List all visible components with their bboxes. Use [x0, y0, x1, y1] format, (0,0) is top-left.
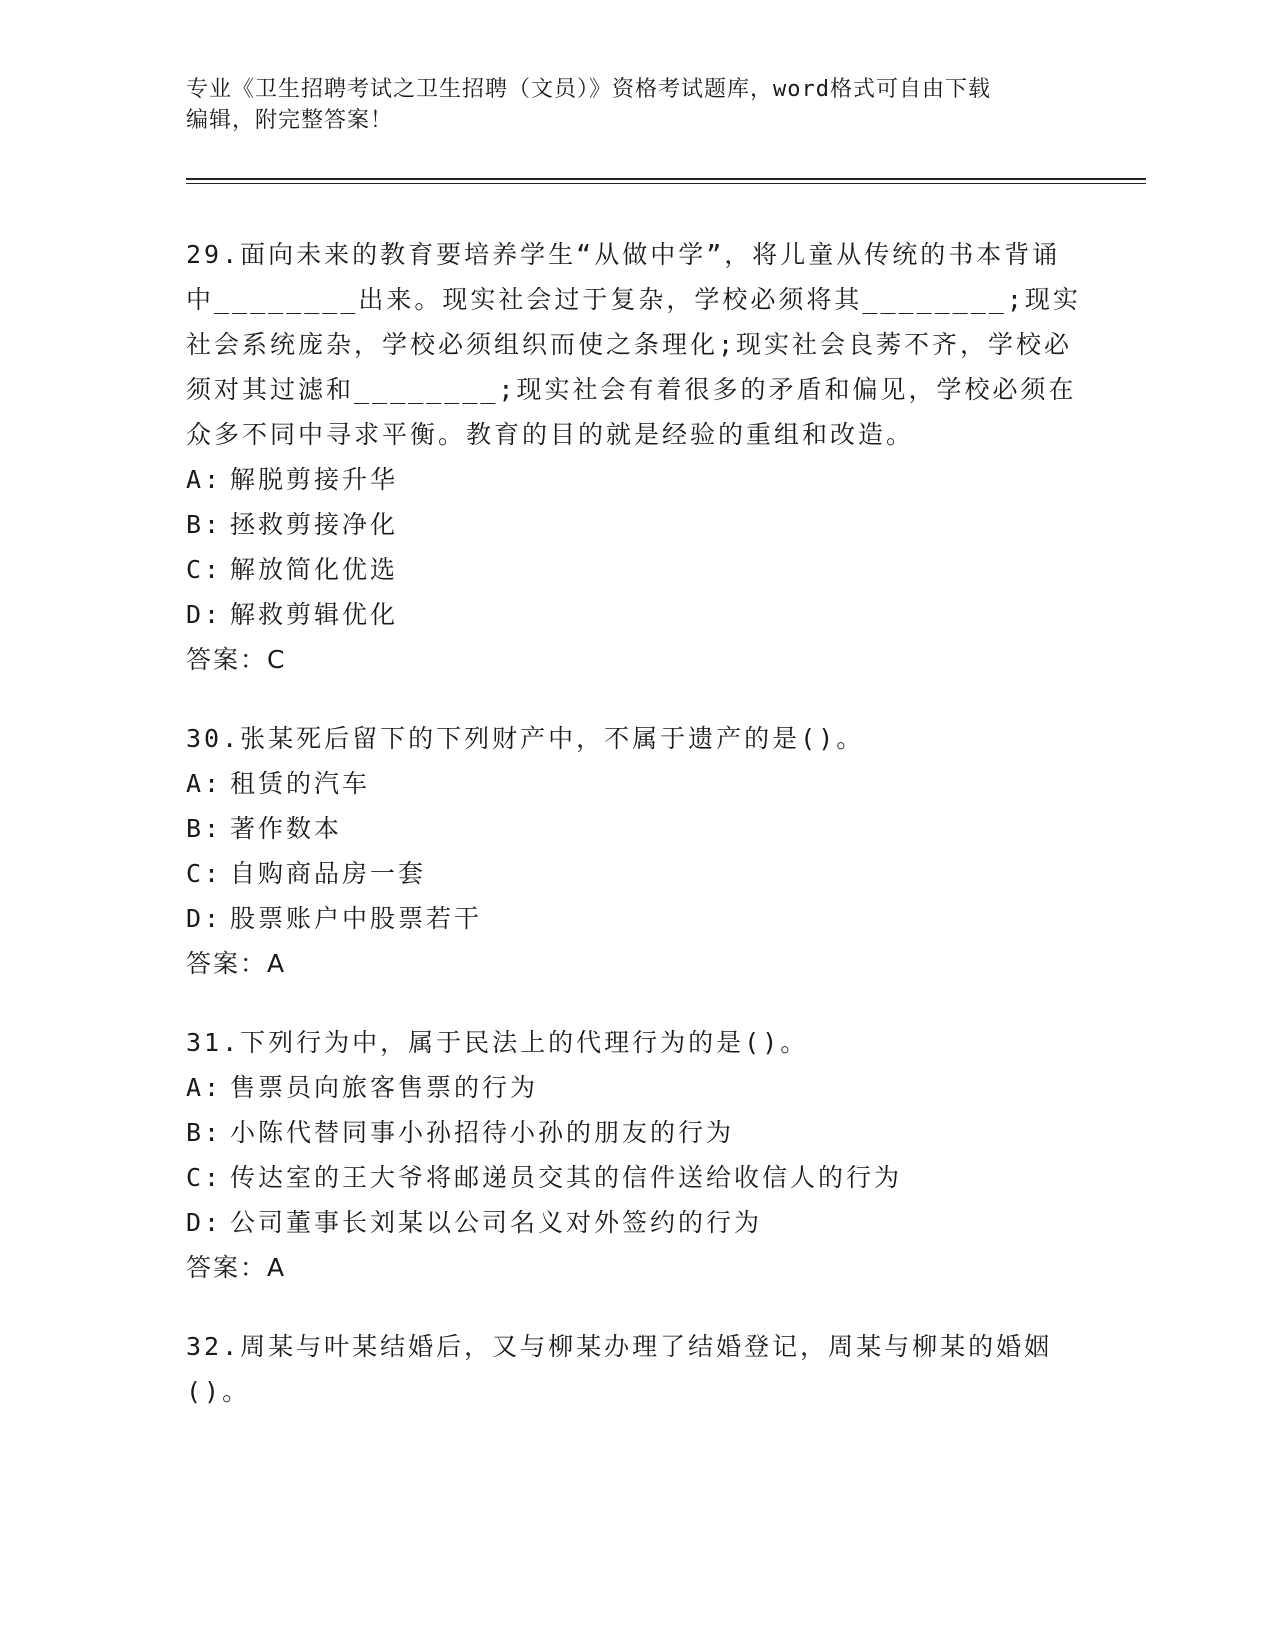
option-letter: C:: [186, 1163, 223, 1192]
question-31: [186, 1020, 1086, 1290]
option-c: [186, 1155, 1086, 1200]
header-line-2: 编辑，附完整答案！: [186, 108, 394, 133]
question-list: [186, 232, 1086, 1448]
option-letter: B:: [186, 814, 223, 843]
option-d: [186, 1200, 1086, 1245]
option-text: 拯救剪接净化: [230, 510, 399, 539]
question-stem: 32.周某与叶某结婚后，又与柳某办理了结婚登记，周某与柳某的婚姻()。: [186, 1332, 1053, 1406]
option-letter: C:: [186, 859, 223, 888]
option-text: 解放简化优选: [230, 555, 399, 584]
option-letter: D:: [186, 904, 223, 933]
option-d: [186, 896, 1086, 941]
option-text: 传达室的王大爷将邮递员交其的信件送给收信人的行为: [230, 1163, 903, 1192]
option-d: [186, 592, 1086, 637]
option-b: [186, 502, 1086, 547]
option-letter: A:: [186, 1073, 223, 1102]
option-letter: D:: [186, 1208, 223, 1237]
option-b: [186, 806, 1086, 851]
option-c: [186, 547, 1086, 592]
question-29: [186, 232, 1086, 682]
option-text: 售票员向旅客售票的行为: [230, 1073, 539, 1102]
document-header: [186, 74, 1066, 136]
option-a: [186, 1065, 1086, 1110]
option-letter: A:: [186, 769, 223, 798]
option-text: 小陈代替同事小孙招待小孙的朋友的行为: [230, 1118, 735, 1147]
option-text: 公司董事长刘某以公司名义对外签约的行为: [230, 1208, 763, 1237]
option-text: 租赁的汽车: [230, 769, 371, 798]
option-text: 股票账户中股票若干: [230, 904, 483, 933]
option-b: [186, 1110, 1086, 1155]
question-32: [186, 1324, 1086, 1414]
question-stem: 30.张某死后留下的下列财产中，不属于遗产的是()。: [186, 724, 865, 753]
answer-line: 答案：C: [186, 645, 287, 674]
answer-line: 答案：A: [186, 949, 287, 978]
question-30: [186, 716, 1086, 986]
option-letter: A:: [186, 465, 223, 494]
header-divider-thick: [186, 178, 1146, 180]
option-text: 解救剪辑优化: [230, 600, 399, 629]
option-letter: C:: [186, 555, 223, 584]
option-letter: B:: [186, 1118, 223, 1147]
option-letter: B:: [186, 510, 223, 539]
question-stem: 29.面向未来的教育要培养学生“从做中学”，将儿童从传统的书本背诵中________出来。现实社会过于复杂，学校必须将其________;现实社会系统庞杂，学校必须组织而使之条理化;现实社会良莠不齐，学校必须对其过滤和________;现实社会有着很多的矛盾和偏见，学校必须在众多不同中寻求平衡。教育的目的就是经验的重组和改造。: [186, 240, 1081, 449]
question-stem: 31.下列行为中，属于民法上的代理行为的是()。: [186, 1028, 809, 1057]
answer-line: 答案：A: [186, 1253, 287, 1282]
option-letter: D:: [186, 600, 223, 629]
option-a: [186, 761, 1086, 806]
option-a: [186, 457, 1086, 502]
header-divider-thin: [186, 183, 1146, 184]
option-c: [186, 851, 1086, 896]
header-line-1: 专业《卫生招聘考试之卫生招聘（文员）》资格考试题库，word格式可自由下载: [186, 77, 991, 102]
option-text: 自购商品房一套: [230, 859, 427, 888]
option-text: 著作数本: [230, 814, 343, 843]
option-text: 解脱剪接升华: [230, 465, 399, 494]
